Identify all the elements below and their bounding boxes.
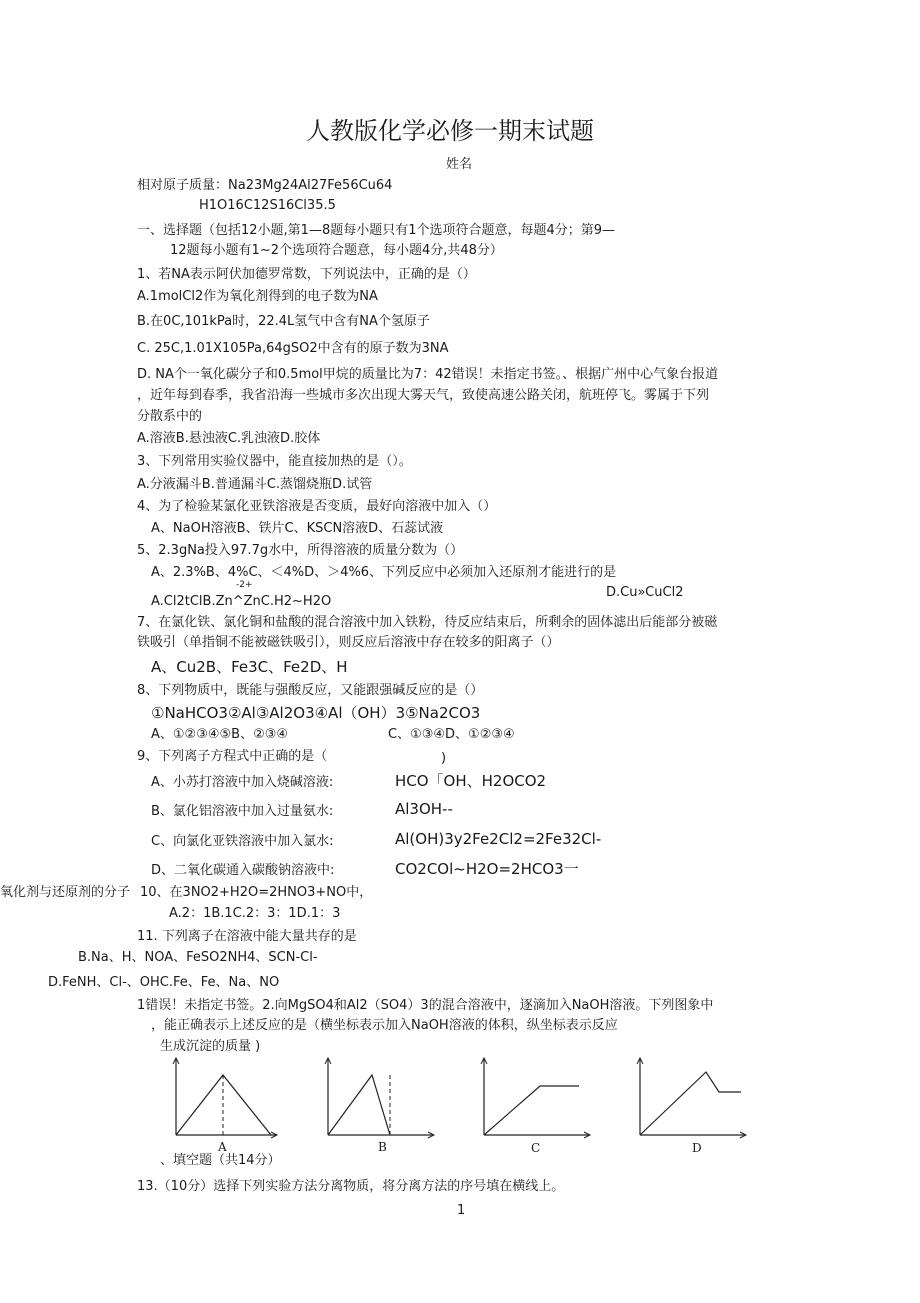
q1-option-d-line3: 分散系中的 [137, 409, 203, 424]
page-title: 人教版化学必修一期末试题 [306, 117, 594, 145]
page-number: 1 [457, 1203, 466, 1218]
q1-stem: 1、若NA表示阿伏加德罗常数，下列说法中，正确的是（） [137, 267, 476, 282]
q12-line1: 1错误！未指定书签。2.向MgSO4和Al2（SO4）3的混合溶液中，逐滴加入NaOH溶液。下列图象中 [137, 998, 714, 1013]
q7-line2: 铁吸引（单指铜不能被磁铁吸引），则反应后溶液中存在较多的阳离子（） [137, 635, 560, 650]
q11-options-cd: D.FeNH、Cl-、OHC.Fe、Fe、Na、NO [48, 975, 280, 990]
q7-options: A、Cu2B、Fe3C、Fe2D、H [151, 658, 348, 676]
q2-options: A.溶液B.悬浊液C.乳浊液D.胶体 [137, 431, 321, 446]
q9-option-b-equation: Al3OH-- [395, 800, 453, 818]
q9-stem: 9、下列离子方程式中正确的是（ [137, 749, 328, 764]
graph-d-label: D [692, 1141, 702, 1155]
q11-stem: 11. 下列离子在溶液中能大量共存的是 [137, 929, 357, 944]
graph-d [634, 1055, 749, 1140]
section2-heading: 、填空题（共14分） [160, 1153, 281, 1168]
name-label: 姓名 [446, 157, 473, 172]
q9-option-a-label: A、小苏打溶液中加入烧碱溶液: [151, 775, 334, 790]
q8-options-ab: A、①②③④⑤B、②③④ [151, 727, 289, 742]
q9-option-a-equation: HCO「OH、H2OCO2 [395, 772, 547, 790]
q9-stem-end: ) [441, 751, 447, 766]
atomic-mass-line1: 相对原子质量：Na23Mg24Al27Fe56Cu64 [137, 178, 393, 193]
q10-options: A.2：1B.1C.2：3：1D.1：3 [169, 906, 341, 921]
q7-line1: 7、在氯化铁、氯化铜和盐酸的混合溶液中加入铁粉，待反应结束后，所剩余的固体滤出后能部分被磁 [137, 615, 718, 630]
graph-b [322, 1055, 437, 1140]
q3-stem: 3、下列常用实验仪器中，能直接加热的是（）。 [137, 454, 412, 469]
q1-option-a: A.1molCl2作为氧化剂得到的电子数为NA [137, 289, 378, 304]
q8-options-cd: C、①③④D、①②③④ [388, 727, 515, 742]
q9-option-c-label: C、向氯化亚铁溶液中加入氯水: [151, 834, 334, 849]
section1-heading-line2: 12题每小题有1~2个选项符合题意，每小题4分,共48分） [170, 243, 503, 258]
q1-option-d-line1: D. NA个一氧化碳分子和0.5mol甲烷的质量比为7：42错误！未指定书签。、根据广州中心气象台报道 [137, 367, 719, 382]
q9-option-c-equation: Al(OH)3y2Fe2Cl2=2Fe32Cl- [395, 830, 602, 848]
q5-stem: 5、2.3gNa投入97.7g水中，所得溶液的质量分数为（） [137, 543, 464, 558]
graph-a-label: A [218, 1140, 227, 1154]
q9-option-d-equation: CO2COl~H2O=2HCO3一 [395, 860, 579, 878]
graph-b-label: B [378, 1140, 387, 1154]
q9-option-d-label: D、二氧化碳通入碳酸钠溶液中: [151, 863, 335, 878]
q12-line3: 生成沉淀的质量 ) [160, 1039, 261, 1054]
q10-stem: 10、在3NO2+H2O=2HNO3+NO中， [140, 885, 373, 900]
q8-items: ①NaHCO3②Al③Al2O3④Al（OH）3⑤Na2CO3 [151, 704, 481, 722]
q6-options-abc: A.Cl2tClB.Zn^ZnC.H2~H2O [151, 594, 332, 609]
section1-heading-line1: 一、选择题（包括12小题,第1—8题每小题只有1个选项符合题意，每题4分；第9— [137, 223, 616, 238]
graph-c-label: C [531, 1141, 541, 1155]
graph-c [478, 1055, 593, 1140]
graph-a [170, 1055, 280, 1140]
q9-option-b-label: B、氯化铝溶液中加入过量氨水: [151, 804, 334, 819]
q8-stem: 8、下列物质中，既能与强酸反应，又能跟强碱反应的是（） [137, 683, 484, 698]
q12-line2: ，能正确表示上述反应的是（横坐标表示加入NaOH溶液的体积，纵坐标表示反应 [151, 1018, 618, 1033]
q6-option-d: D.Cu»CuCl2 [606, 585, 684, 600]
q1-option-d-line2: ，近年每到春季，我省沿海一些城市多次出现大雾天气，致使高速公路关闭，航班停飞。雾属于下列 [137, 388, 710, 403]
q6-superscript: -2+ [236, 580, 253, 590]
q13-stem: 13.（10分）选择下列实验方法分离物质，将分离方法的序号填在横线上。 [137, 1179, 565, 1194]
q3-options: A.分液漏斗B.普通漏斗C.蒸馏烧瓶D.试管 [137, 477, 373, 492]
q4-options: A、NaOH溶液B、铁片C、KSCN溶液D、石蕊试液 [151, 521, 444, 536]
atomic-mass-line2: H1O16C12S16Cl35.5 [199, 198, 336, 213]
q1-option-b: B.在0C,101kPa时，22.4L氢气中含有NA个氢原子 [137, 314, 430, 329]
q4-stem: 4、为了检验某氯化亚铁溶液是否变质，最好向溶液中加入（） [137, 499, 497, 514]
q5-options: A、2.3%B、4%C、＜4%D、＞4%6、下列反应中必须加入还原剂才能进行的是 [151, 565, 617, 580]
q10-overflow-text: 氧化剂与还原剂的分子 [0, 885, 131, 900]
q1-option-c: C. 25C,1.01X105Pa,64gSO2中含有的原子数为3NA [137, 341, 449, 356]
q11-options-ab: B.Na、H、NOA、FeSO2NH4、SCN-Cl- [78, 950, 318, 965]
